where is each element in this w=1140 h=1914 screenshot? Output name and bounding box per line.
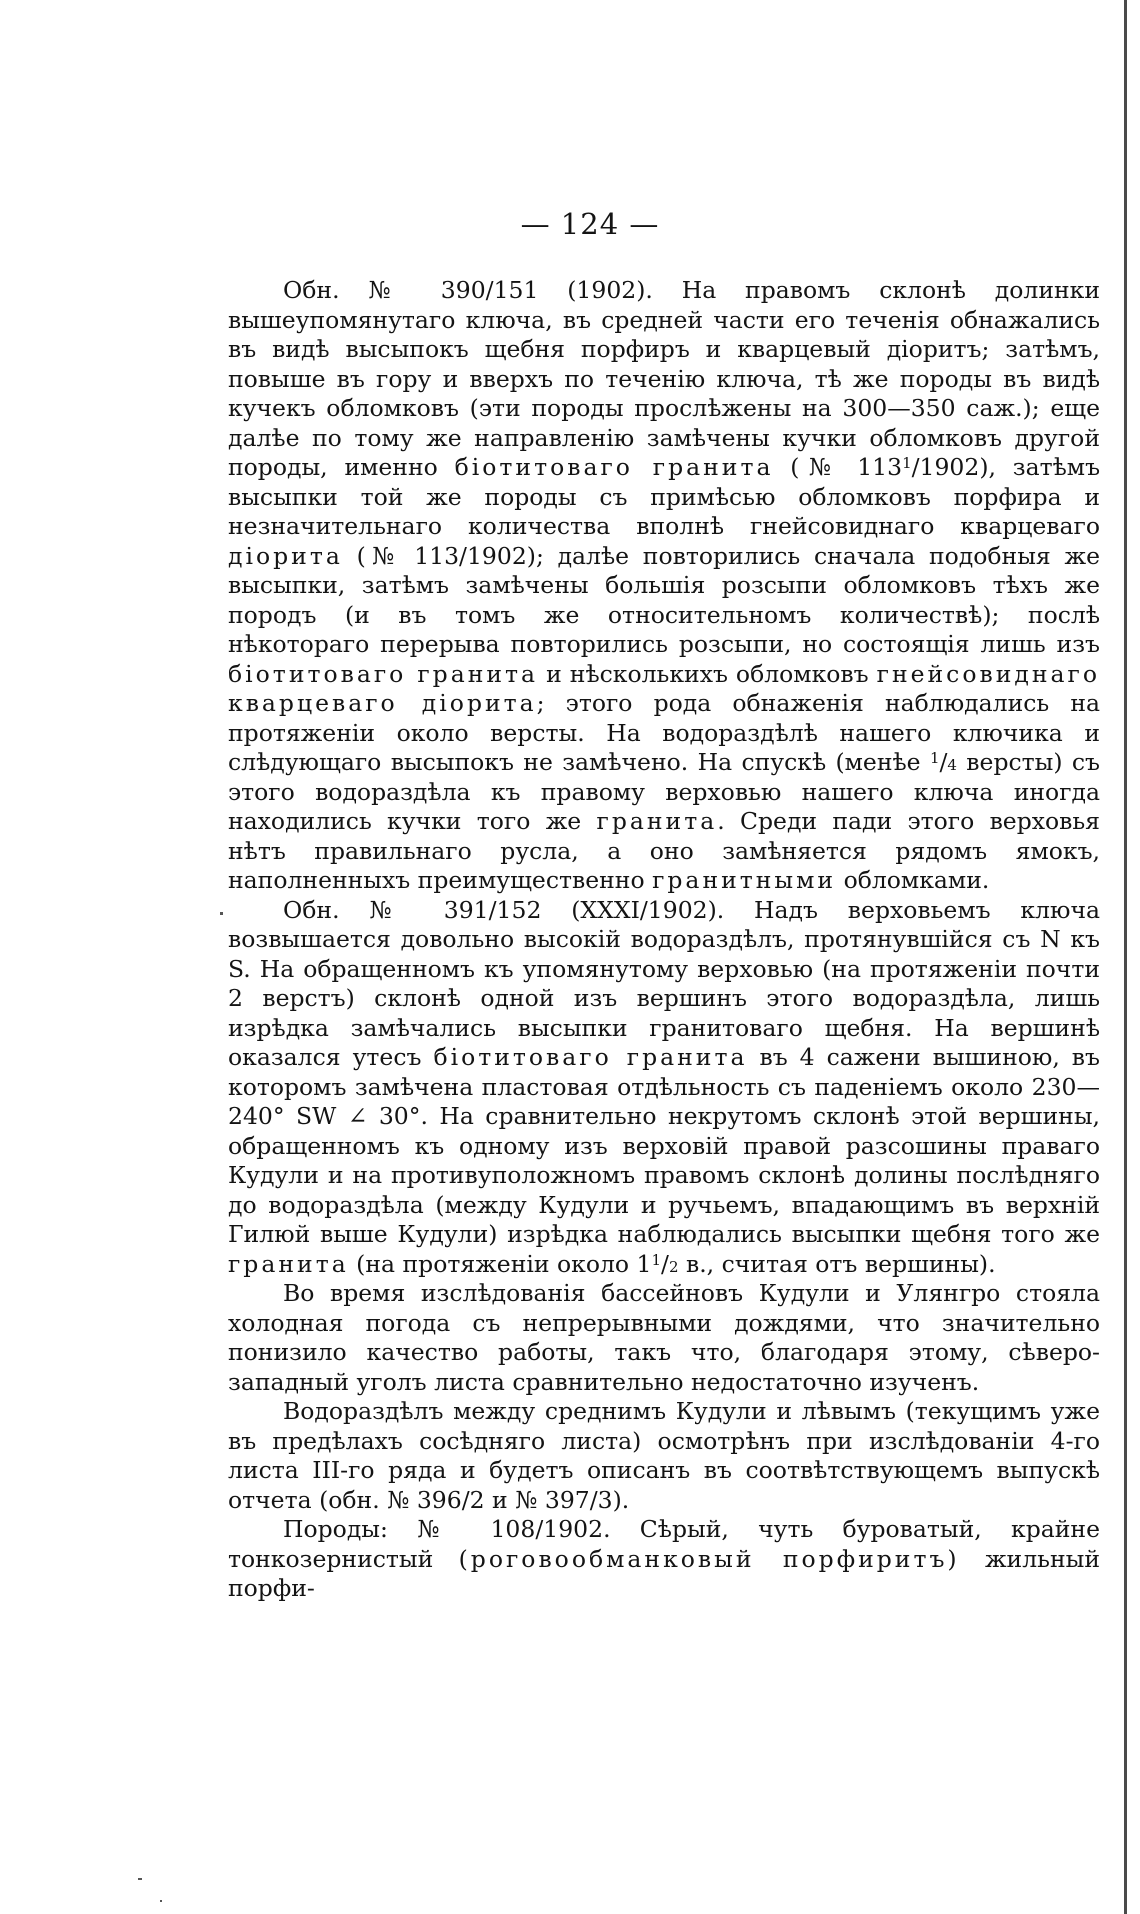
text-run: ; этого рода обнаженія наблюдались на протяженіи около версты. На водораздѣлѣ нашего ключика и слѣдующаго высыпокъ не замѣчено. На спускѣ (менѣе: [228, 689, 1100, 776]
spaced-text-run: біотитоваго гранита: [454, 453, 774, 481]
text-run: Во время изслѣдованія бассейновъ Кудули и Улянгро стояла холодная погода съ непрерывными дождями, что значительно понизило качество работы, такъ что, благодаря этому, сѣверо-западный уголъ листа сравнительно недостаточно изученъ.: [228, 1279, 1100, 1396]
text-run: (на протяженіи около 1: [348, 1249, 652, 1278]
fraction-denominator: 4: [947, 756, 957, 774]
fraction-slash: /: [661, 1249, 669, 1278]
text-run: жильный порфи-: [228, 1544, 1100, 1602]
fraction-numerator: 1: [902, 454, 912, 472]
text-run: въ 4 сажени вышиною, въ которомъ замѣчена пластовая отдѣльность съ паденіемъ около 230—240° SW ∠ 30°. На сравнительно некрутомъ склонѣ этой вершины, обращенномъ къ одному изъ верховій правой разсошины праваго Кудули и на противуположномъ правомъ склонѣ долины послѣдняго до водораздѣла (между Кудули и ручьемъ, впадающимъ въ верхній Гилюй выше Кудули) изрѣдка наблюдались высыпки щебня того же: [228, 1043, 1100, 1248]
text-run: Обн. № 391/152 (XXXI/1902). Надъ верховьемъ ключа возвышается довольно высокій водораздѣлъ, протянувшійся съ N къ S. На обращенномъ къ упомянутому верховью (на протяженіи почти 2 верстъ) склонѣ одной изъ вершинъ этого водораздѣла, лишь изрѣдка замѣчались высыпки гранитоваго щебня. На вершинѣ оказался утесъ: [228, 895, 1100, 1071]
text-run: (№ 113/1902); далѣе повторились сначала подобныя же высыпки, затѣмъ замѣчены большія розсыпи обломковъ тѣхъ же породъ (и въ томъ же относительномъ количествѣ); послѣ нѣкотораго перерыва повторились розсыпи, но состоящія лишь изъ: [228, 541, 1100, 658]
scan-speck: [138, 1878, 142, 1880]
text-run: и нѣсколькихъ обломковъ: [538, 659, 877, 688]
spaced-text-run: гранита: [228, 1249, 349, 1278]
spaced-text-run: біотитоваго гранита: [433, 1043, 748, 1071]
text-run: Породы: № 108/1902. Сѣрый, чуть буроватый, крайне тонкозернистый: [228, 1515, 1100, 1573]
text-run: версты) съ этого водораздѣла къ правому верховью нашего ключа иногда находились кучки того же: [228, 748, 1100, 835]
scan-page-edge: [1124, 0, 1127, 1914]
text-run: /1902), затѣмъ высыпки той же породы съ примѣсью обломковъ порфира и незначительнаго количества вполнѣ гнейсовиднаго кварцеваго: [228, 453, 1101, 540]
fraction-numerator: 1: [651, 1250, 662, 1269]
fraction-slash: /: [939, 748, 948, 776]
spaced-text-run: біотитоваго гранита: [228, 659, 539, 688]
scan-speck: [160, 1900, 162, 1902]
spaced-text-run: діорита: [228, 541, 343, 570]
text-run: в., считая отъ вершины).: [678, 1249, 996, 1278]
text-run: Обн. № 390/151 (1902). На правомъ склонѣ долинки вышеупомянутаго ключа, въ средней части его теченія обнажались въ видѣ высыпокъ щебня порфиръ и кварцевый діоритъ; затѣмъ, повыше въ гору и вверхъ по теченію ключа, тѣ же породы въ видѣ кучекъ обломковъ (эти породы прослѣжены на 300—350 саж.); еще далѣе по тому же направленію замѣчены кучки обломковъ другой породы, именно: [228, 276, 1100, 481]
scan-speck: [220, 912, 223, 915]
spaced-text-run: гнейсовиднаго кварцеваго діорита: [228, 659, 1100, 717]
text-run: Водораздѣлъ между среднимъ Кудули и лѣвымъ (текущимъ уже въ предѣлахъ сосѣдняго листа) осмотрѣнъ при изслѣдованіи 4-го листа III-го ряда и будетъ описанъ въ соотвѣтствующемъ выпускѣ отчета (обн. № 396/2 и № 397/3).: [228, 1397, 1100, 1514]
page-number: — 124 —: [520, 207, 660, 241]
paragraph-obn-390: [228, 276, 1100, 896]
paragraph-obn-391: [228, 896, 1100, 1280]
paragraph-weather: [228, 1279, 1100, 1397]
spaced-text-run: гранита: [596, 807, 718, 835]
spaced-text-run: гранитными: [652, 866, 837, 894]
body-text: [228, 276, 1100, 1604]
fraction-numerator: 1: [929, 749, 940, 767]
paragraph-watershed: [228, 1397, 1100, 1515]
text-run: (№ 113: [773, 453, 903, 481]
text-run: обломками.: [836, 866, 990, 894]
paragraph-rocks: [228, 1515, 1100, 1604]
spaced-text-run: (роговообманковый порфиритъ): [458, 1544, 960, 1573]
fraction-denominator: 2: [668, 1257, 679, 1276]
text-run: . Среди пади этого верховья нѣтъ правильнаго русла, а оно замѣняется рядомъ ямокъ, наполненныхъ преимущественно: [228, 807, 1101, 894]
